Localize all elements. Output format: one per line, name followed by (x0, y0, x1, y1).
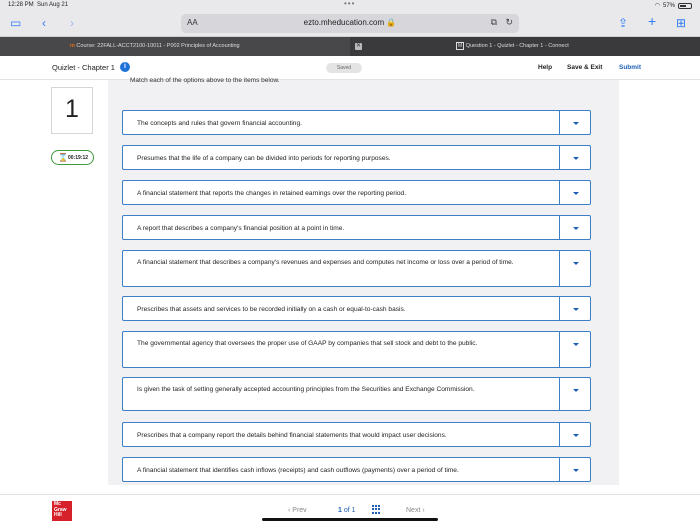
tab-label: Question 1 - Quizlet - Chapter 1 - Connect (465, 43, 569, 49)
next-button[interactable]: Next › (406, 507, 425, 514)
match-row (122, 296, 591, 321)
answer-dropdown[interactable] (559, 378, 590, 410)
saved-badge: Saved (326, 63, 362, 73)
question-number-box (51, 87, 93, 134)
match-item-text: A financial statement that describes a company's revenues and expenses and computes net income or loss over a period of time. (137, 259, 514, 266)
tab-label: Course: 22FALL-ACCT2100-10011 - P002 Principles of Accounting (76, 43, 240, 49)
answer-dropdown[interactable] (559, 251, 590, 286)
submit-button[interactable]: Submit (619, 64, 642, 71)
chevron-down-icon (573, 262, 579, 265)
url-text: ezto.mheducation.com 🔒 (303, 18, 397, 27)
match-item-text: A report that describes a company's financial position at a point in time. (137, 225, 345, 232)
answer-dropdown[interactable] (559, 423, 590, 446)
timer-value: 00:19:12 (68, 155, 89, 161)
match-item-text: Prescribes that assets and services to be recorded initially on a cash or equal-to-cash basis. (137, 306, 406, 313)
match-row (122, 331, 591, 368)
new-tab-icon[interactable]: + (648, 13, 657, 29)
footer (0, 494, 700, 525)
match-row (122, 250, 591, 287)
reader-icon[interactable]: ⧉ (490, 17, 497, 27)
question-number: 1 (65, 95, 79, 123)
pager (280, 503, 440, 517)
page-title: Quizlet - Chapter 1 (52, 63, 115, 72)
tab-course[interactable] (0, 37, 350, 56)
tab-quizlet[interactable] (350, 37, 700, 56)
save-exit-button[interactable]: Save & Exit (567, 64, 603, 71)
answer-dropdown[interactable] (559, 458, 590, 481)
connect-favicon-icon: M (458, 43, 463, 49)
match-row (122, 215, 591, 240)
match-item-text: A financial statement that reports the changes in retained earnings over the reporting period. (137, 190, 407, 197)
answer-dropdown[interactable] (559, 111, 590, 134)
help-button[interactable]: Help (538, 64, 553, 71)
hourglass-icon: ⌛ (58, 153, 68, 162)
answer-dropdown[interactable] (559, 216, 590, 239)
match-item-text: The concepts and rules that govern financial accounting. (137, 120, 302, 127)
match-item-text: Is given the task of setting generally accepted accounting principles from the Securities and Exchange Commission. (137, 386, 475, 393)
reload-icon[interactable]: ↻ (505, 17, 513, 27)
match-row (122, 422, 591, 447)
tab-bar (0, 37, 700, 56)
match-row (122, 145, 591, 170)
battery-icon (678, 3, 692, 9)
app-header (0, 56, 700, 80)
prev-button[interactable]: ‹ Prev (288, 507, 307, 514)
chevron-down-icon (573, 157, 579, 160)
share-icon[interactable]: ⇪ (618, 16, 629, 30)
sidebar-icon[interactable]: ▭ (10, 16, 22, 30)
home-indicator[interactable] (262, 518, 438, 521)
match-item-text: A financial statement that identifies cash inflows (receipts) and cash outflows (payments) over a period of time. (137, 467, 459, 474)
info-icon[interactable]: i (120, 62, 130, 72)
battery-percent: 57% (662, 2, 675, 9)
battery-area (655, 2, 692, 9)
timer-badge (51, 150, 94, 165)
answer-dropdown[interactable] (559, 181, 590, 204)
match-item-text: Presumes that the life of a company can be divided into periods for reporting purposes. (137, 155, 391, 162)
address-bar[interactable] (181, 14, 519, 33)
page-indicator: 1 of 1 (338, 507, 356, 514)
match-row (122, 377, 591, 411)
chevron-down-icon (573, 389, 579, 392)
status-bar (0, 0, 700, 11)
chevron-down-icon (573, 343, 579, 346)
chevron-down-icon (573, 469, 579, 472)
browser-toolbar (0, 11, 700, 37)
forward-icon[interactable]: › (70, 16, 74, 30)
answer-dropdown[interactable] (559, 146, 590, 169)
chevron-down-icon (573, 308, 579, 311)
match-item-text: The governmental agency that oversees the proper use of GAAP by companies that sell stock and debt to the public. (137, 340, 478, 347)
match-row (122, 180, 591, 205)
match-row (122, 110, 591, 135)
tabs-overview-icon[interactable]: ⊞ (676, 16, 687, 30)
match-item-text: Prescribes that a company report the details behind financial statements that would impact user decisions. (137, 432, 447, 439)
answer-dropdown[interactable] (559, 297, 590, 320)
multitask-dots-icon[interactable]: ••• (344, 0, 356, 8)
instructions-text: Match each of the options above to the items below. (130, 77, 280, 84)
chevron-down-icon (573, 434, 579, 437)
wifi-icon: ◠ (654, 3, 660, 9)
mcgraw-hill-logo: Mc Graw Hill (52, 501, 72, 521)
close-tab-icon[interactable]: ✕ (355, 43, 362, 49)
answer-dropdown[interactable] (559, 332, 590, 367)
grid-icon[interactable] (372, 505, 381, 514)
mh-favicon-icon: m (70, 43, 75, 49)
back-icon[interactable]: ‹ (42, 16, 46, 30)
text-size-button[interactable]: AA (187, 18, 198, 27)
chevron-down-icon (573, 122, 579, 125)
match-row (122, 457, 591, 482)
chevron-down-icon (573, 192, 579, 195)
chevron-down-icon (573, 227, 579, 230)
status-time: 12:28 PM Sun Aug 21 (8, 2, 69, 8)
